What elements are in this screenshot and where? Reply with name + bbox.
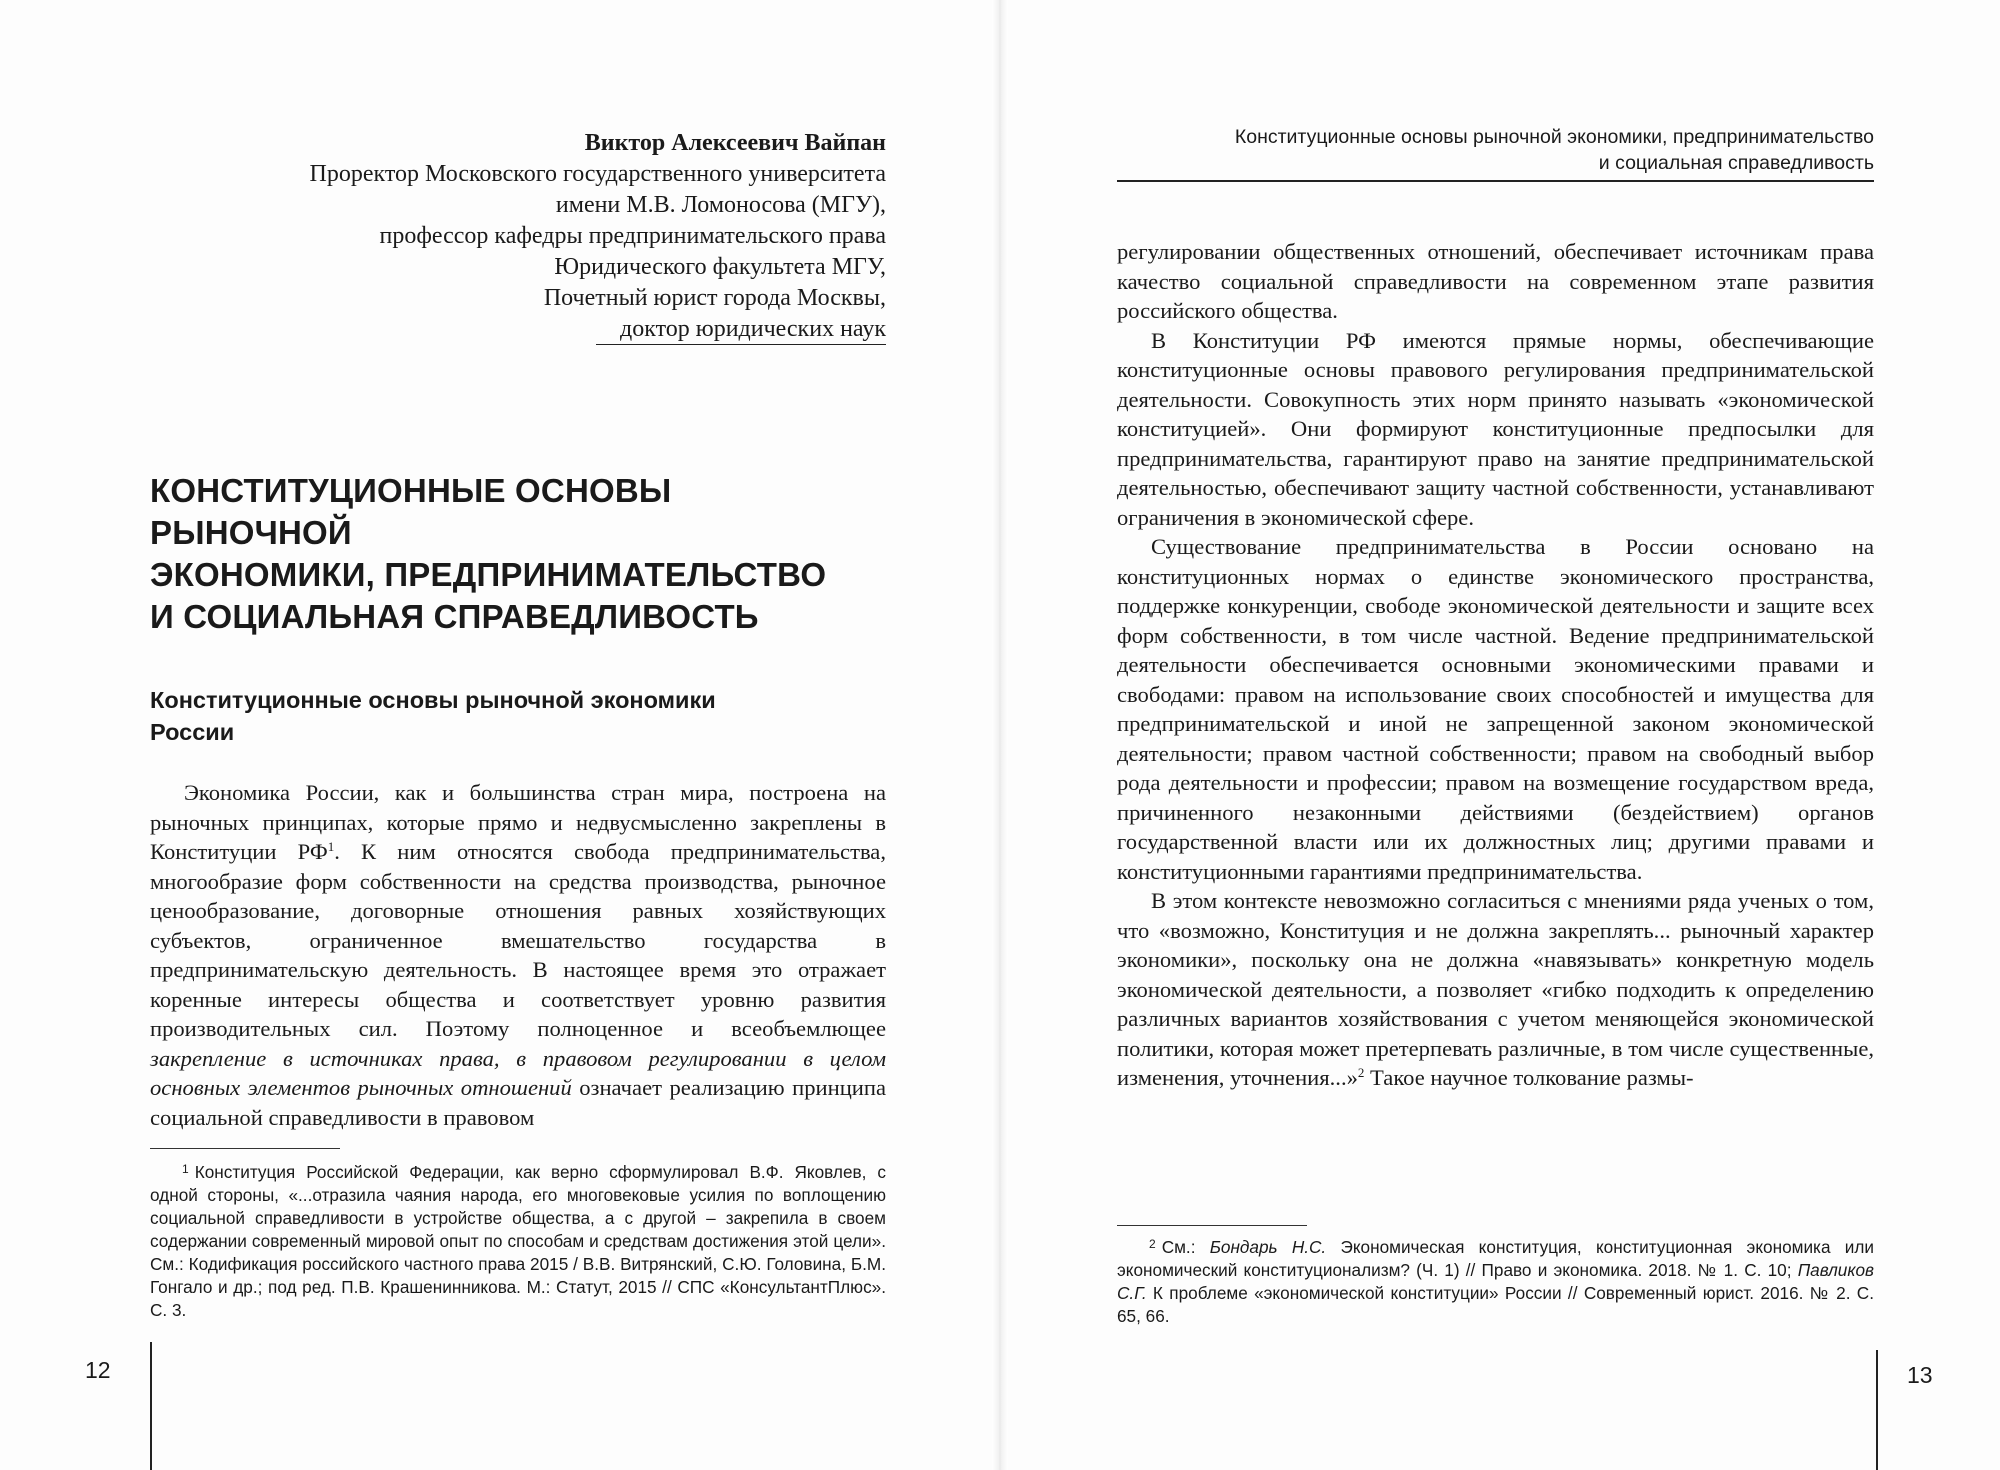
- footnote-text: Экономическая конституция, конституционная экономика или экономический конституционализм? (Ч. 1) // Право и экономика. 2018. № 1. С. 10;: [1117, 1237, 1874, 1280]
- folio-rule: [1876, 1350, 1878, 1470]
- paragraph: [150, 778, 886, 1132]
- section-heading-line: Конституционные основы рыночной экономики: [150, 687, 716, 713]
- section-heading-line: России: [150, 719, 235, 745]
- left-body-text: [150, 778, 886, 1132]
- footnote-text: Конституция Российской Федерации, как верно сформулировал В.Ф. Яковлев, с одной стороны, «...отразила чаяния народа, его многовековые усилия по воплощению социальной справедливости в устройстве общества, а с другой – закрепила в своем содержании современный мировой опыт по способам и средствам достижения этой цели». См.: Кодификация российского частного права 2015 / В.В. Витрянский, С.Ю. Головина, Б.М. Гонгало и др.; под ред. П.В. Крашенинникова. М.: Статут, 2015 // СПС «КонсультантПлюс». С. 3.: [150, 1162, 886, 1320]
- author-divider: [596, 344, 886, 345]
- section-heading: [150, 684, 870, 748]
- paragraph: [1117, 886, 1874, 1093]
- page-number: 13: [1907, 1362, 1933, 1388]
- paragraph-text: В этом контексте невозможно согласиться с мнениями ряда ученых о том, что «возможно, Конституция и не должна закреплять... рыночный характер экономики», поскольку она не должна «навязывать» конкретную модель экономической деятельности, а позволяет «гибко подходить к определению различных вариантов хозяйствования с учетом меняющейся экономической политики, которая может претерпевать различные, в том числе существенные, изменения, уточнения...»: [1117, 888, 1874, 1090]
- chapter-title-line: КОНСТИТУЦИОННЫЕ ОСНОВЫ РЫНОЧНОЙ: [150, 472, 672, 551]
- author-affiliation-line: имени М.В. Ломоносова (МГУ),: [555, 192, 886, 218]
- paragraph: регулировании общественных отношений, обеспечивает источникам права качество социальной справедливости на современном этапе развития российского общества.: [1117, 239, 1874, 323]
- author-affiliation-line: Юридического факультета МГУ,: [554, 254, 886, 280]
- chapter-title-line: ЭКОНОМИКИ, ПРЕДПРИНИМАТЕЛЬСТВО: [150, 556, 827, 593]
- right-page: [1005, 0, 2000, 1470]
- author-affiliation-line: Почетный юрист города Москвы,: [543, 285, 886, 311]
- paragraph: В Конституции РФ имеются прямые нормы, обеспечивающие конституционные основы правового регулирования предпринимательской деятельности. Совокупность этих норм принято называть «экономической конституцией». Они формируют конституционные предпосылки для предпринимательства, гарантируют право на занятие предпринимательской деятельностью, обеспечивают защиту частной собственности, устанавливают ограничения в экономической сфере.: [1117, 327, 1874, 530]
- running-head-divider: [1117, 180, 1874, 182]
- footnote-text: См.:: [1161, 1237, 1210, 1257]
- paragraph-text: . К ним относятся свобода предпринимательства, многообразие форм собственности на средства производства, рыночное ценообразование, договорные отношения равных хозяйствующих субъектов, ограниченное вмешательство государства в предпринимательскую деятельность. В настоящее время это отражает коренные интересы общества и соответствует уровню развития производительных сил. Поэтому полноценное и всеобъемлющее: [150, 839, 886, 1041]
- footnote-number: 1: [182, 1162, 189, 1176]
- footnote-divider: [1117, 1225, 1307, 1226]
- paragraph-text: означает реализацию принципа социальной справедливости в правовом: [150, 1075, 886, 1130]
- footnote-number: 2: [1149, 1237, 1156, 1251]
- paragraph-text: Такое научное толкование размы-: [1364, 1065, 1694, 1090]
- footnote-divider: [150, 1148, 340, 1149]
- page-number: 12: [85, 1357, 111, 1383]
- right-body-text: [1117, 237, 1874, 1093]
- footnote-reference: 1: [327, 839, 335, 854]
- author-affiliation-line: Проректор Московского государственного университета: [309, 161, 886, 187]
- footnote: [150, 1158, 886, 1322]
- cited-author: Бондарь Н.С.: [1209, 1237, 1327, 1257]
- running-head: [1117, 124, 1874, 176]
- left-page: [0, 0, 995, 1470]
- running-head-line: Конституционные основы рыночной экономики, предпринимательство: [1234, 126, 1874, 148]
- paragraph-text: Экономика России, как и большинства стран мира, построена на рыночных принципах, которые прямо и недвусмысленно закреплены в Конституции РФ: [150, 780, 886, 864]
- footnote-reference: 2: [1357, 1065, 1365, 1080]
- author-affiliation-line: профессор кафедры предпринимательского права: [379, 223, 886, 249]
- author-block: [180, 128, 886, 345]
- running-head-line: и социальная справедливость: [1598, 152, 1874, 174]
- footnote: [1117, 1233, 1874, 1328]
- footnote-text: К проблеме «экономической конституции» России // Современный юрист. 2016. № 2. С. 65, 66.: [1117, 1283, 1874, 1326]
- cited-author: Павликов С.Г.: [1117, 1260, 1874, 1303]
- author-affiliation-line: доктор юридических наук: [620, 316, 886, 342]
- folio-rule: [150, 1342, 152, 1470]
- chapter-title-line: И СОЦИАЛЬНАЯ СПРАВЕДЛИВОСТЬ: [150, 598, 759, 635]
- emphasis-text: закрепление в источниках права, в правовом регулировании в целом основных элементов рыночных отношений: [150, 1045, 886, 1100]
- paragraph: Существование предпринимательства в России основано на конституционных нормах о единстве экономического пространства, поддержке конкуренции, свободе экономической деятельности и защите всех форм собственности, в том числе частной. Ведение предпринимательской деятельности обеспечивается основными экономическими правами и свободами: правом на использование своих способностей и имущества для предпринимательской и иной не запрещенной законом экономической деятельности; правом частной собственности; правом на свободный выбор рода деятельности и профессии; правом на возмещение государством вреда, причиненного незаконными действиями (бездействием) органов государственной власти или их должностных лиц; другими правами и конституционными гарантиями предпринимательства.: [1117, 534, 1874, 884]
- author-name: Виктор Алексеевич Вайпан: [584, 130, 886, 156]
- chapter-title: [150, 470, 870, 638]
